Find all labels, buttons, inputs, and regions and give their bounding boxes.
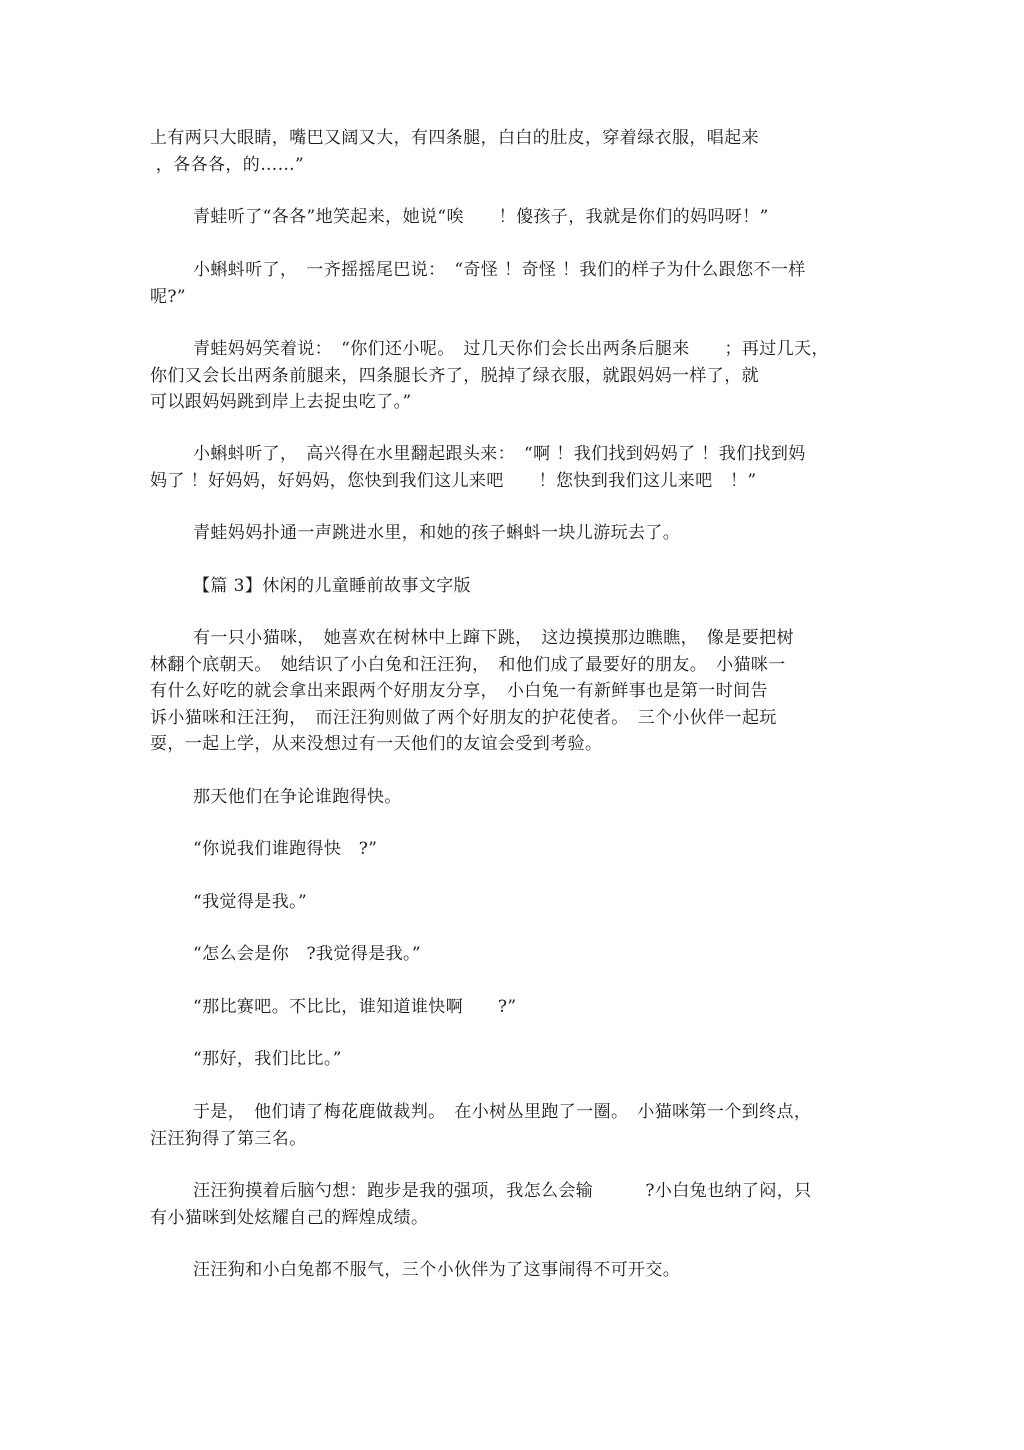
text-line: 汪汪狗摸着后脑勺想：跑步是我的强项，我怎么会输 ?小白兔也纳了闷，只 bbox=[193, 1181, 812, 1201]
text-line: 有小猫咪到处炫耀自己的辉煌成绩。 bbox=[150, 1208, 429, 1228]
text-line: 汪汪狗和小白兔都不服气，三个小伙伴为了这事闹得不可开交。 bbox=[193, 1260, 681, 1280]
text-line: 上有两只大眼睛，嘴巴又阔又大，有四条腿，白白的肚皮，穿着绿衣服，唱起来 bbox=[150, 128, 759, 148]
text-line: 有什么好吃的就会拿出来跟两个好朋友分享， 小白兔一有新鲜事也是第一时间告 bbox=[150, 681, 768, 701]
text-line: 呢?” bbox=[150, 287, 187, 307]
text-line: ，各各各，的……” bbox=[150, 155, 305, 175]
text-line: 耍，一起上学，从来没想过有一天他们的友谊会受到考验。 bbox=[150, 734, 603, 754]
text-line: “我觉得是我。” bbox=[193, 892, 308, 912]
text-line: “你说我们谁跑得快 ?” bbox=[193, 839, 378, 859]
text-line: “那好，我们比比。” bbox=[193, 1049, 342, 1069]
text-line: 青蛙妈妈笑着说： “你们还小呢。 过几天你们会长出两条后腿来 ；再过几天， bbox=[193, 339, 829, 359]
text-line: 那天他们在争论谁跑得快。 bbox=[193, 787, 402, 807]
text-line: 你们又会长出两条前腿来，四条腿长齐了，脱掉了绿衣服，就跟妈妈一样了，就 bbox=[150, 366, 759, 386]
text-line: “那比赛吧。不比比，谁知道谁快啊 ?” bbox=[193, 997, 517, 1017]
text-line: “怎么会是你 ?我觉得是我。” bbox=[193, 944, 421, 964]
text-line: 有一只小猫咪， 她喜欢在树林中上蹿下跳， 这边摸摸那边瞧瞧， 像是要把树 bbox=[193, 628, 794, 648]
text-line: 林翻个底朝天。 她结识了小白兔和汪汪狗， 和他们成了最要好的朋友。 小猫咪一 bbox=[150, 655, 786, 675]
text-line: 于是， 他们请了梅花鹿做裁判。 在小树丛里跑了一圈。 小猫咪第一个到终点， bbox=[193, 1102, 812, 1122]
text-line: 诉小猫咪和汪汪狗， 而汪汪狗则做了两个好朋友的护花使者。 三个小伙伴一起玩 bbox=[150, 708, 777, 728]
section-heading: 【篇 3】休闲的儿童睡前故事文字版 bbox=[193, 576, 472, 596]
text-line: 可以跟妈妈跳到岸上去捉虫吃了。” bbox=[150, 392, 412, 412]
text-line: 青蛙妈妈扑通一声跳进水里，和她的孩子蝌蚪一块儿游玩去了。 bbox=[193, 523, 681, 543]
text-line: 汪汪狗得了第三名。 bbox=[150, 1129, 307, 1149]
text-line: 妈了 ！好妈妈，好妈妈，您快到我们这儿来吧 ！您快到我们这儿来吧 ！” bbox=[150, 471, 757, 491]
text-line: 青蛙听了“各各”地笑起来，她说“唉 ！傻孩子，我就是你们的妈吗呀！” bbox=[193, 207, 769, 227]
text-line: 小蝌蚪听了， 高兴得在水里翻起跟头来： “啊 ！我们找到妈妈了 ！我们找到妈 bbox=[193, 444, 806, 464]
text-line: 小蝌蚪听了， 一齐摇摇尾巴说： “奇怪 ！奇怪 ！我们的样子为什么跟您不一样 bbox=[193, 260, 806, 280]
